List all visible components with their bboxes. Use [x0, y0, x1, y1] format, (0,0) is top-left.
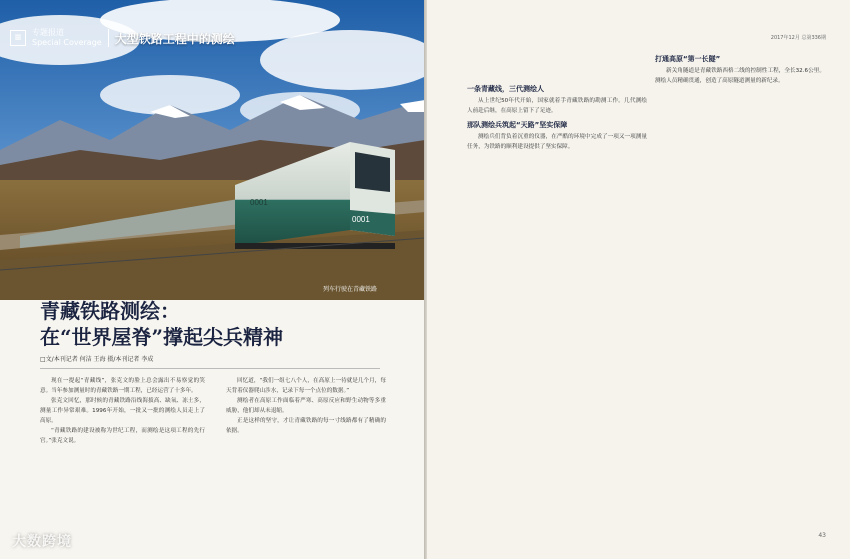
article-column-1 — [40, 376, 205, 446]
watermark-logo: 大数跨境 — [12, 534, 72, 550]
paragraph: 从上世纪50年代开始，国家就着手青藏铁路的勘测工作。几代测绘人前赴后继，在高原上留下了足迹。 — [467, 98, 647, 114]
paragraph: 回忆道，“我们一组七八个人，在高原上一待就是几个月，每天背着仪器爬山涉水，记录下每一个点位的数据。” — [226, 378, 386, 394]
paragraph: 新关角隧道是青藏铁路西格二线的控制性工程，全长32.6公里。测绘人员精确贯通，创造了高原隧道测量的新纪录。 — [655, 68, 825, 84]
section-tag — [32, 28, 102, 48]
photo-caption: 列车行驶在青藏铁路 — [322, 286, 377, 293]
headline-line-2: 在“世界屋脊”撑起尖兵精神 — [40, 325, 284, 349]
paragraph: 正是这样的坚守，才让青藏铁路的每一寸线路都有了精确的依据。 — [226, 418, 386, 434]
loco-number-side: 0001 — [250, 198, 268, 207]
paragraph: “青藏铁路的建设被称为世纪工程，而测绘是这项工程的先行官。”张克文说。 — [40, 428, 205, 444]
byline-divider — [40, 368, 380, 369]
subheading-3: 打通高原“第一长隧” — [655, 55, 721, 63]
subheading-1: 一条青藏线，三代测绘人 — [467, 85, 544, 93]
article-headline — [40, 298, 283, 350]
paragraph: 现在一提起“青藏线”，张克文的脸上总会露出不易察觉的笑意。当年参加测量时的青藏铁路一期工程，已经运营了十多年。 — [40, 378, 205, 394]
running-head: 2017年12月 总第336期 — [770, 35, 826, 41]
header-divider — [108, 29, 109, 47]
paragraph: 测绘者在高原工作面临着严寒、高原反应和野生动物等多重威胁，他们却从未退缩。 — [226, 398, 386, 414]
article-column-2 — [226, 376, 386, 436]
page-number: 43 — [818, 532, 826, 539]
article-byline: □文/本刊记者 何洁 王海 摄/本刊记者 李成 — [40, 356, 154, 363]
section-tag-cn: 专题报道 — [32, 28, 64, 37]
section-header — [10, 28, 235, 48]
paragraph: 测绘兵们背负着沉重的仪器，在严酷的环境中完成了一项又一项测量任务，为铁路的顺利建设提供了坚实保障。 — [467, 134, 647, 150]
section-title: 大型铁路工程中的测绘 — [114, 31, 235, 46]
loco-number-front: 0001 — [352, 215, 370, 224]
section-tag-en: Special Coverage — [32, 38, 102, 47]
headline-line-1: 青藏铁路测绘： — [40, 299, 180, 323]
right-column-2 — [655, 50, 825, 86]
subheading-2: 那队测绘兵筑起“天路”坚实保障 — [467, 121, 568, 129]
right-page — [427, 0, 850, 559]
document-icon: ≡ — [10, 30, 26, 46]
right-column-1 — [467, 80, 647, 152]
paragraph: 张克文回忆，那时候的青藏铁路沿线海拔高、缺氧、冻土多，测量工作异常艰难。1996年开始，一批又一批的测绘人员走上了高原。 — [40, 398, 205, 424]
